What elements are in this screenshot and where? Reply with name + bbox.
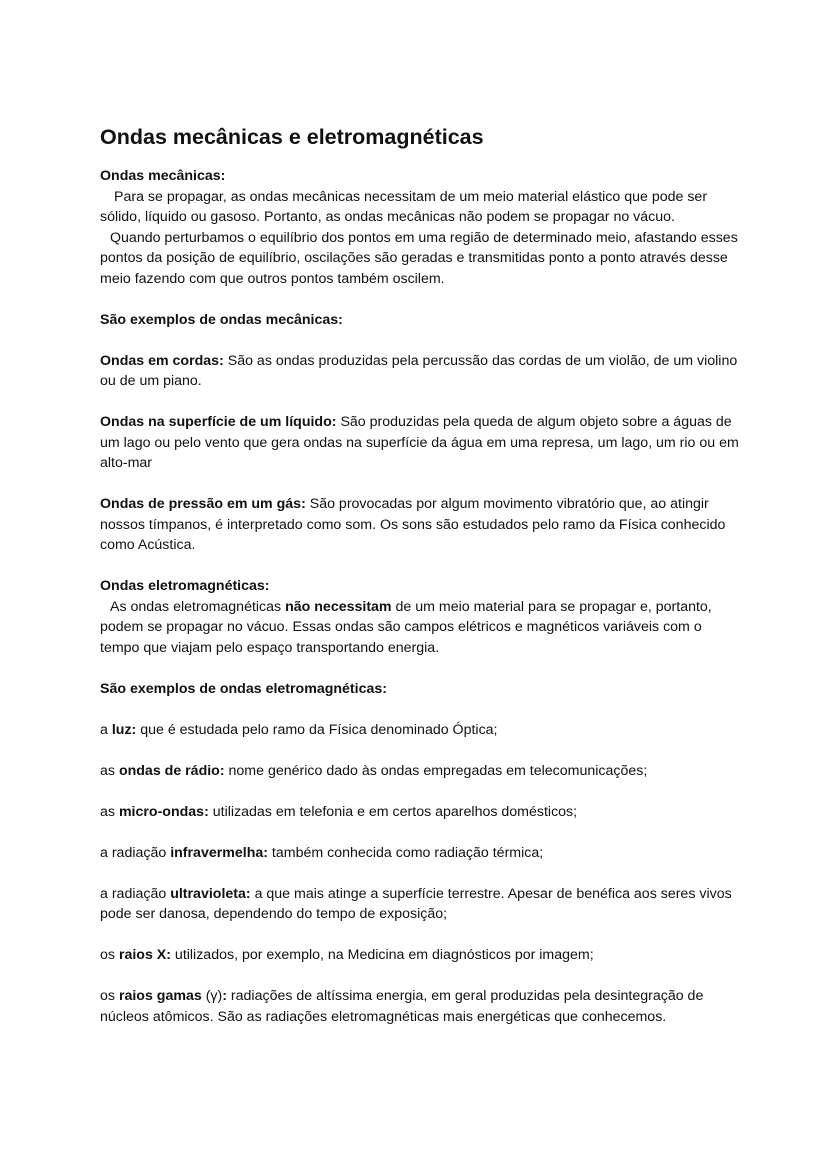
example-term: ultravioleta: bbox=[170, 885, 251, 902]
example-text: a que mais atinge a superfície terrestre. Apesar de benéfica aos seres vivos pode ser danosa, dependendo do tempo de exposição; bbox=[100, 885, 732, 922]
page-title: Ondas mecânicas e eletromagnéticas bbox=[100, 125, 484, 149]
example-microwaves bbox=[100, 802, 740, 823]
example-ultraviolet bbox=[100, 884, 740, 925]
example-term: micro-ondas: bbox=[118, 803, 209, 820]
example-prefix: as bbox=[100, 762, 119, 779]
example-gamma bbox=[100, 986, 740, 1027]
example-infrared bbox=[100, 843, 740, 864]
example-term: infravermelha: bbox=[170, 844, 268, 861]
example-term: raios gamas bbox=[118, 988, 202, 1004]
example-term: ondas de rádio: bbox=[118, 762, 225, 779]
example-text: nome genérico dado às ondas empregadas em telecomunicações; bbox=[224, 762, 648, 779]
example-text: São as ondas produzidas pela percussão das cordas de um violão, de um violino ou de um piano. bbox=[100, 352, 738, 389]
example-prefix: as bbox=[100, 803, 119, 820]
example-light bbox=[100, 720, 740, 741]
em-text-pre: As ondas eletromagnéticas bbox=[110, 598, 286, 615]
example-strings bbox=[100, 351, 740, 392]
example-text: utilizados, por exemplo, na Medicina em diagnósticos por imagem; bbox=[170, 947, 594, 963]
example-term: raios X: bbox=[118, 947, 171, 963]
example-term: Ondas de pressão em um gás: bbox=[100, 496, 306, 512]
example-term: Ondas em cordas: bbox=[100, 352, 224, 369]
example-text: São produzidas pela queda de algum objeto sobre a águas de um lago ou pelo vento que gera ondas na superfície da água em uma represa, um lago, um rio ou em alto-mar bbox=[100, 414, 739, 471]
electromagnetic-paragraph bbox=[100, 597, 740, 659]
mechanical-examples-heading: São exemplos de ondas mecânicas: bbox=[100, 311, 343, 328]
document-page bbox=[100, 122, 740, 1027]
example-text: utilizadas em telefonia e em certos aparelhos domésticos; bbox=[208, 803, 578, 820]
example-text: também conhecida como radiação térmica; bbox=[267, 844, 544, 861]
example-xrays bbox=[100, 945, 740, 966]
em-text-post: de um meio material para se propagar e, portanto, podem se propagar no vácuo. Essas ondas são campos elétricos e magnéticos variáveis com o tempo que viajam pelo espaço transportando energia. bbox=[100, 598, 712, 656]
mechanical-heading: Ondas mecânicas: bbox=[100, 168, 226, 184]
example-term: Ondas na superfície de um líquido: bbox=[100, 414, 337, 430]
mechanical-paragraph-1: Para se propagar, as ondas mecânicas necessitam de um meio material elástico que pode ser sólido, líquido ou gasoso. Portanto, as ondas mecânicas não podem se propagar no vácuo. bbox=[100, 188, 708, 225]
example-text: São provocadas por algum movimento vibratório que, ao atingir nossos tímpanos, é interpretado como som. Os sons são estudados pelo ramo da Física conhecido como Acústica. bbox=[100, 496, 726, 553]
example-term-colon: : bbox=[222, 988, 227, 1004]
example-prefix: a radiação bbox=[100, 885, 171, 902]
example-prefix: os bbox=[100, 947, 119, 963]
electromagnetic-heading: Ondas eletromagnéticas: bbox=[100, 578, 270, 594]
electromagnetic-examples-heading: São exemplos de ondas eletromagnéticas: bbox=[100, 680, 387, 697]
em-text-bold: não necessitam bbox=[285, 598, 392, 615]
example-gas-pressure bbox=[100, 494, 740, 556]
example-prefix: os bbox=[100, 988, 119, 1004]
example-prefix: a radiação bbox=[100, 844, 171, 861]
example-text: que é estudada pelo ramo da Física denominado Óptica; bbox=[136, 721, 498, 738]
mechanical-paragraph-2: Quando perturbamos o equilíbrio dos pontos em uma região de determinado meio, afastando esses pontos da posição de equilíbrio, oscilações são geradas e transmitidas ponto a ponto através desse meio fazendo com que outros pontos também oscilem. bbox=[100, 229, 738, 287]
example-prefix: a bbox=[100, 721, 112, 738]
example-liquid-surface bbox=[100, 412, 740, 474]
example-radio bbox=[100, 761, 740, 782]
example-term: luz: bbox=[111, 721, 137, 738]
example-text: radiações de altíssima energia, em geral produzidas pela desintegração de núcleos atômicos. São as radiações eletromagnéticas mais energéticas que conhecemos. bbox=[100, 988, 704, 1025]
example-symbol: (γ) bbox=[201, 988, 223, 1004]
